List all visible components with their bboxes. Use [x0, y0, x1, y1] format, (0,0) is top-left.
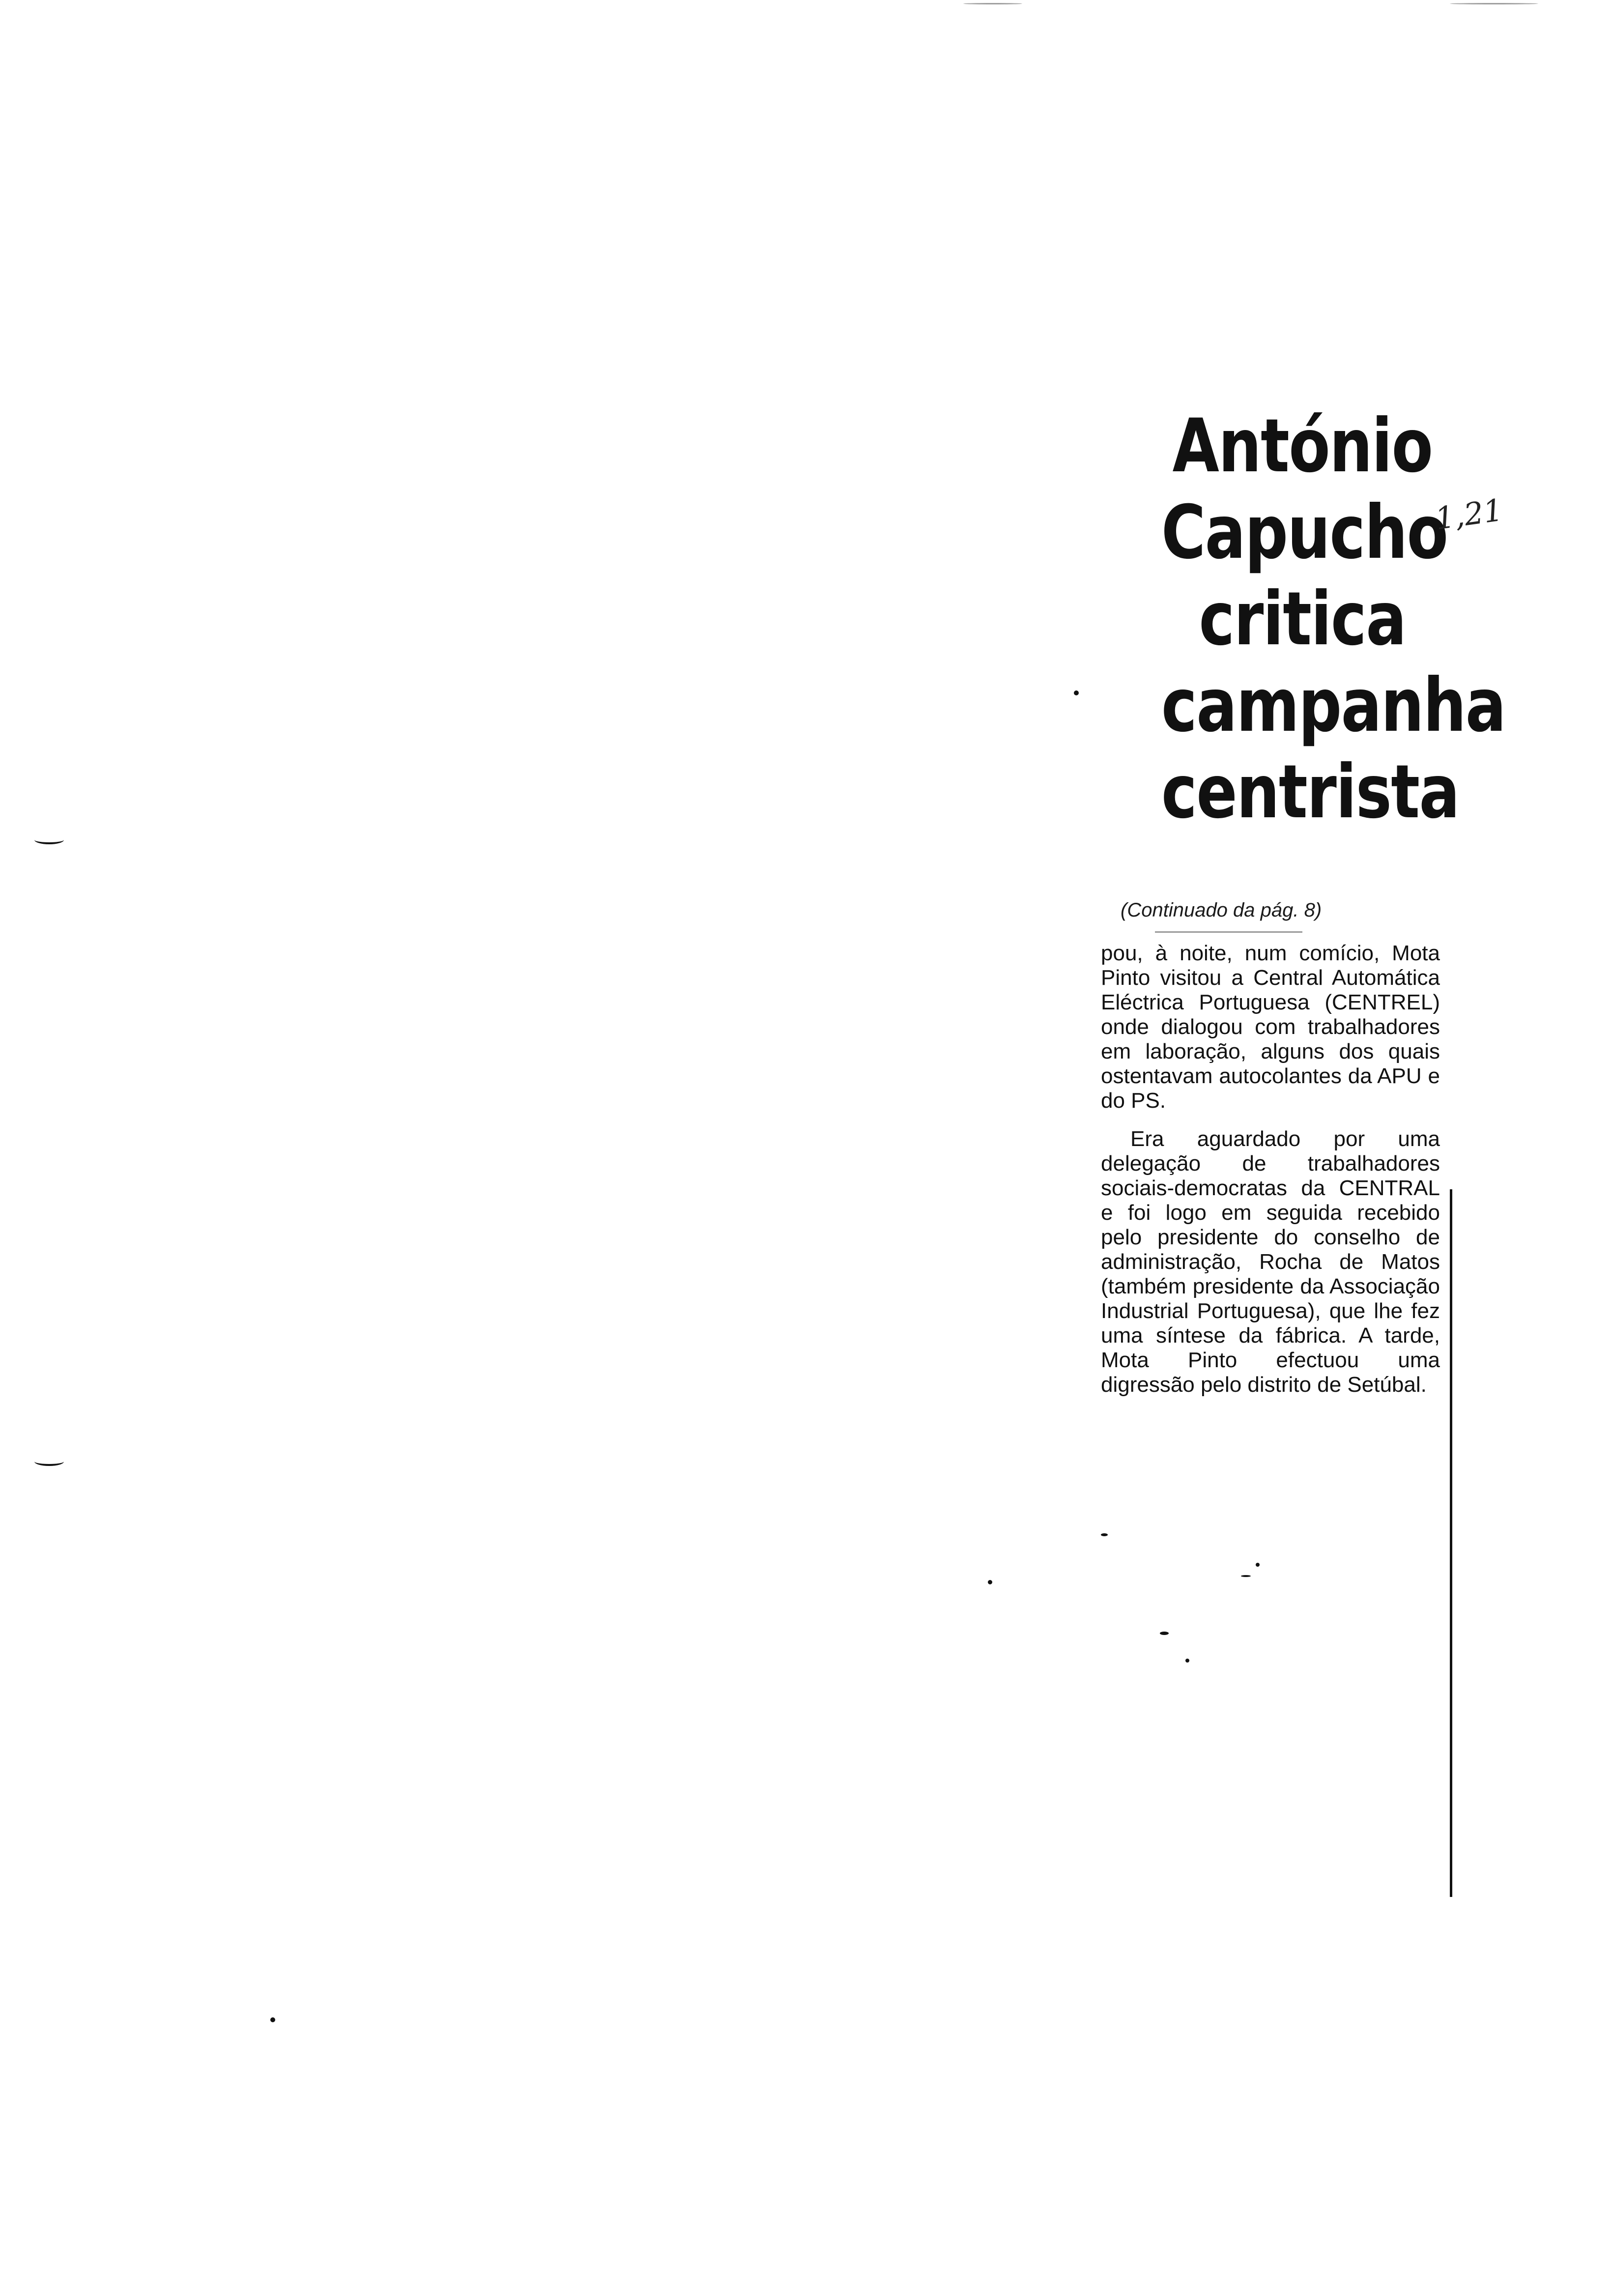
headline-line: centrista: [1161, 749, 1459, 835]
scan-mark-left-lower: [34, 1457, 64, 1466]
article-paragraph: pou, à noite, num comício, Mota Pinto visitou a Central Automática Eléctrica Portuguesa (CENTREL) onde dialogou com trabalhadores em laboração, alguns dos quais ostentavam autocolantes da APU e do PS.: [1101, 941, 1440, 1113]
scan-mark-left-upper: [34, 835, 64, 844]
scan-speck: [963, 3, 1022, 4]
scan-speck: [1241, 1575, 1251, 1577]
scan-speck: [1101, 1533, 1108, 1536]
scan-speck: [1160, 1632, 1169, 1635]
scan-speck: [1074, 690, 1079, 695]
continued-from-note: (Continuado da pág. 8): [1121, 899, 1322, 921]
article-paragraph: Era aguardado por uma delegação de trabalhadores sociais-democratas da CENTRAL e foi logo em seguida recebido pelo presidente do conselho de administração, Rocha de Matos (também presidente da Associação Industrial Portuguesa), que lhe fez uma síntese da fábrica. A tarde, Mota Pinto efectuou uma digressão pelo distrito de Setúbal.: [1101, 1127, 1440, 1397]
scan-speck: [270, 2017, 275, 2022]
handwritten-annotation: 1,21: [1433, 491, 1505, 537]
headline-line: critica: [1199, 576, 1406, 662]
headline-line: Capucho: [1161, 490, 1448, 575]
scan-speck: [1256, 1563, 1260, 1567]
scan-speck: [1450, 3, 1538, 4]
scan-speck: [1185, 1659, 1189, 1663]
article-body: [1101, 941, 1440, 1411]
headline-line: campanha: [1161, 663, 1506, 748]
column-rule: [1450, 1189, 1452, 1897]
headline-line: António: [1172, 403, 1433, 489]
divider: [1155, 931, 1302, 933]
scan-speck: [988, 1580, 992, 1584]
